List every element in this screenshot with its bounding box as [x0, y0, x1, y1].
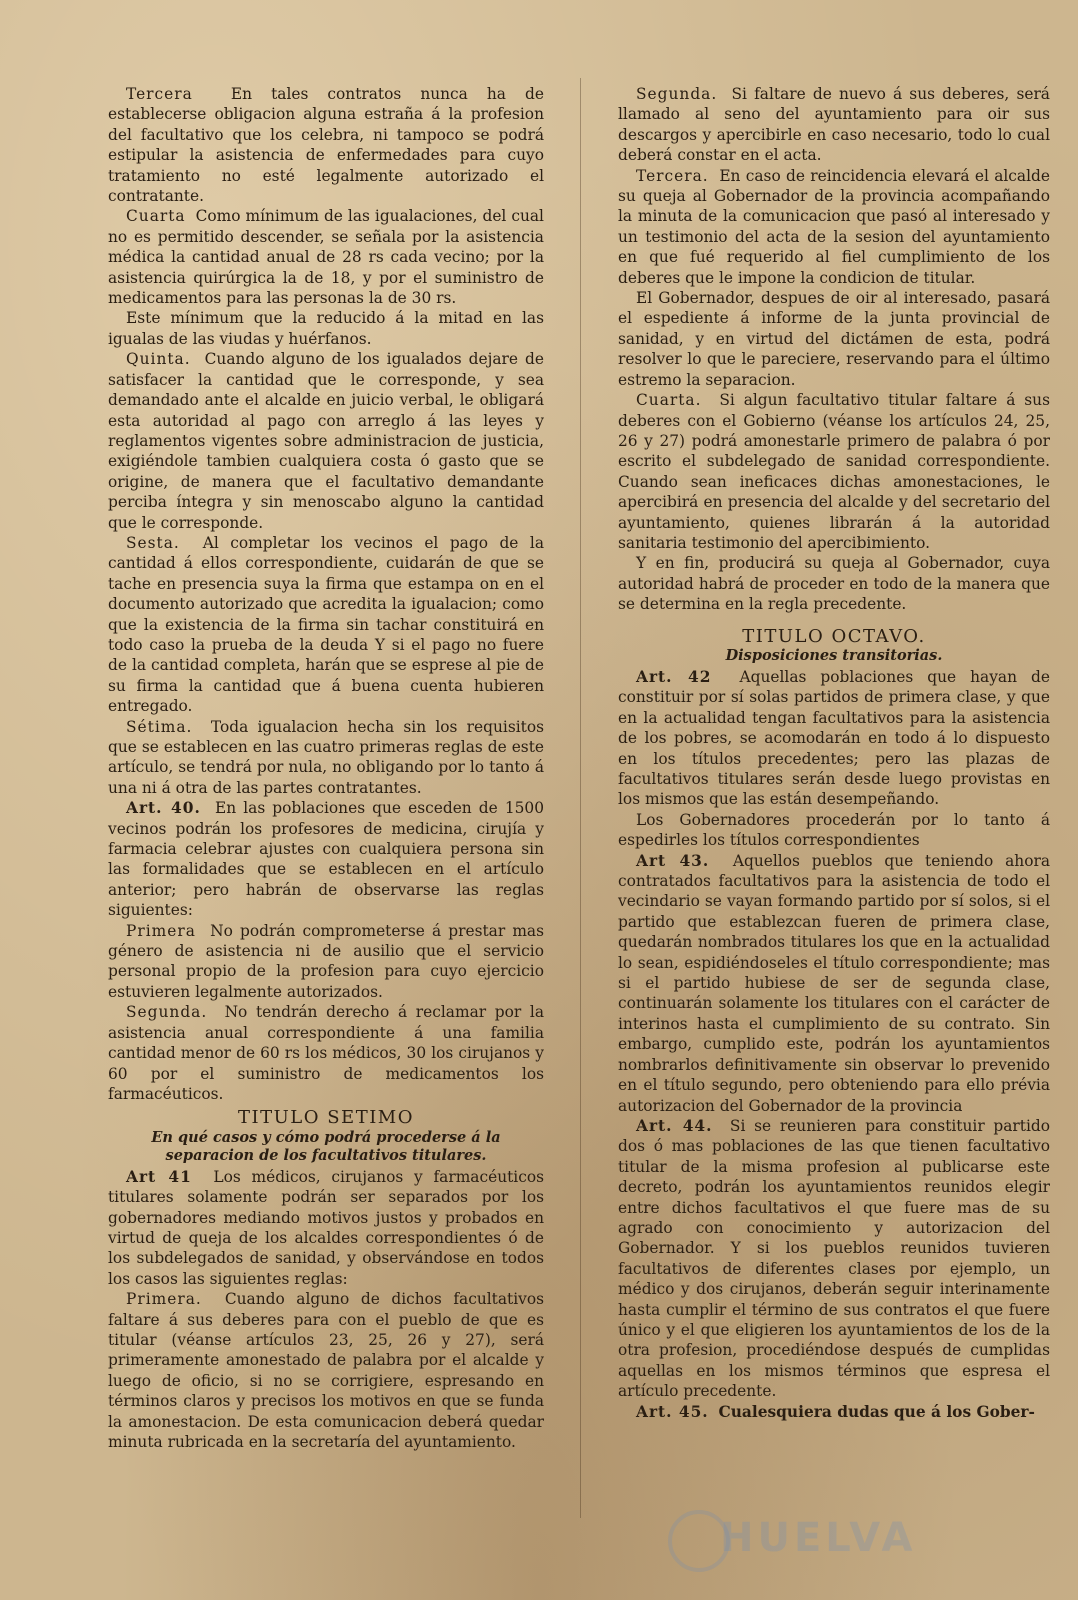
article-number: Art. 45.: [636, 1402, 709, 1421]
article-number: Art 43.: [636, 851, 710, 870]
paragraph-text: Los Gobernadores procederán por lo tanto á espedirles los títulos correspondientes: [618, 810, 1050, 850]
paragraph-lead: Segunda.: [636, 85, 718, 103]
paragraph: [108, 1289, 544, 1452]
paragraph: [618, 810, 1050, 851]
paragraph-lead: Segunda.: [126, 1003, 208, 1022]
left-column: [108, 84, 544, 1452]
article-number: Art. 42: [636, 667, 712, 686]
paragraph-text: Los médicos, cirujanos y farmacéuticos titulares solamente podrán ser separados por los gobernadores mediando motivos justos y probados en virtud de queja de los alcaldes correspondientes ó de los subdelegados de sanidad, y observándose en todos los casos las siguientes reglas:: [108, 1167, 544, 1288]
left-paragraphs-2: [108, 1167, 544, 1453]
paragraph-text: Como mínimum de las igualaciones, del cual no es permitido descender, se señala por la asistencia médica la cantidad anual de 28 rs cada vecino; por la asistencia quirúrgica la de 18, y por el suministro de medicamentos para las personas la de 30 rs.: [108, 207, 544, 308]
paragraph-text: No tendrán derecho á reclamar por la asistencia anual correspondiente á una familia cantidad menor de 60 rs los médicos, 30 los cirujanos y 60 por el suministro de medicamentos los farmacéuticos.: [108, 1003, 544, 1103]
paragraph: [618, 1402, 1050, 1422]
article-number: Art. 40.: [126, 799, 201, 818]
column-divider: [580, 78, 581, 1518]
paragraph-text: Cuando alguno de los igualados dejare de satisfacer la cantidad que le corresponde, y sea demandado ante el alcalde en juicio verbal, le obligará esta autoridad al pago con arreglo á las leyes y reglamentos vigentes sobre administracion de justicia, exigiéndole tambien cualquiera costa ó gasto que se origine, de manera que el facultativo demandante perciba íntegra y sin menoscabo alguno la cantidad que le corresponde.: [108, 350, 544, 532]
paragraph-lead: Cuarta.: [636, 391, 702, 410]
paragraph: [108, 349, 544, 533]
paragraph: [618, 851, 1050, 1116]
paragraph-text: Aquellas poblaciones que hayan de constituir por sí solas partidos de primera clase, y que en la actualidad tengan facultativos para la asistencia de los pobres, se acomodarán en todo á lo dispuesto en los títulos precedentes; pero las plazas de facultativos titulares serán desde luego provistas en los mismos que las están desempeñando.: [618, 667, 1050, 809]
paragraph: [108, 533, 544, 717]
paragraph: [108, 308, 544, 349]
right-paragraphs: [618, 84, 1050, 615]
paragraph-lead: Sesta.: [126, 533, 180, 552]
section-title: TITULO SETIMO: [238, 1107, 414, 1129]
paragraph-text: En tales contratos nunca ha de establecerse obligacion alguna estraña á la profesion del facultativo que los celebra, ni tampoco se podrá estipular la asistencia de enfermedades para cuyo tratamiento no esté legalmente autorizado el contratante.: [108, 85, 544, 206]
paragraph: [108, 717, 544, 799]
paragraph-text: Y en fin, producirá su queja al Gobernador, cuya autoridad habrá de proceder en todo de la manera que se determina en la regla precedente.: [618, 554, 1050, 614]
paragraph-text: Toda igualacion hecha sin los requisitos que se establecen en las cuatro primeras reglas de este artículo, se tendrá por nula, no obligando por lo tanto á una ni á otra de las partes contratantes.: [108, 717, 544, 797]
paragraph-lead: Primera: [126, 921, 196, 940]
paragraph: [108, 206, 544, 308]
paragraph-lead: Tercera: [126, 85, 193, 103]
paragraph: [108, 1167, 544, 1289]
article-number: Art. 44.: [636, 1116, 713, 1135]
paragraph: [108, 84, 544, 206]
left-paragraphs: [108, 84, 544, 1104]
paragraph-text: Al completar los vecinos el pago de la cantidad á ellos correspondiente, cuidarán de que se tache en presencia suya la firma que estampa on en el documento autorizado que acredita la igualacion; como que la existencia de la firma sin tachar constituirá en todo caso la prueba de la deuda Y si el pago no fuere de la cantidad completa, harán que se esprese al pie de su firma la cantidad que á buena cuenta hubieren entregado.: [108, 533, 544, 716]
right-column: [618, 84, 1050, 1422]
paragraph-text: Si algun facultativo titular faltare á sus deberes con el Gobierno (véanse los artículos 24, 25, 26 y 27) podrá amonestarle primero de palabra ó por escrito el subdelegado de sanidad correspondiente. Cuando sean ineficaces dichas amonestaciones, le apercibirá en presencia del alcalde y del secretario del ayuntamiento, quienes librarán á la autoridad sanitaria testimonio del apercibimiento.: [618, 391, 1050, 552]
article-number: Art 41: [126, 1167, 192, 1186]
paragraph: [618, 667, 1050, 810]
paragraph-text: En caso de reincidencia elevará el alcalde su queja al Gobernador de la provincia acompañando la minuta de la comunicacion que pasó al interesado y un testimonio del acta de la sesion del ayuntamiento en que fué requerido al fiel cumplimiento de los deberes que le impone la condicion de titular.: [618, 166, 1050, 287]
paragraph-lead: Primera.: [126, 1290, 202, 1309]
section-title: TITULO OCTAVO.: [742, 625, 926, 647]
paragraph-text: Este mínimum que la reducido á la mitad en las igualas de las viudas y huérfanos.: [108, 309, 544, 348]
paragraph: [618, 553, 1050, 614]
paragraph: [108, 921, 544, 1003]
paragraph-text: Cuando alguno de dichos facultativos faltare á sus deberes para con el pueblo de que es titular (véanse artículos 23, 25, 26 y 27), será primeramente amonestado de palabra por el alcalde y luego de oficio, si no se corrigiere, espresando en términos claros y precisos los motivos en que se funda la amonestacion. De esta comunicacion deberá quedar minuta rubricada en la secretaría del ayuntamiento.: [108, 1290, 544, 1451]
paragraph: [618, 84, 1050, 166]
paragraph-text: Aquellos pueblos que teniendo ahora contratados facultativos para la asistencia de todo el vecindario se vayan formando partido por sí solos, si el partido que establezcan fueren de primera clase, quedarán nombrados titulares los que en la actualidad lo sean, espidiéndoseles el título correspondiente; mas si el partido hubiese de ser de segunda clase, continuarán solamente los titulares con el carácter de interinos hasta el cumplimiento de su contrato. Sin embargo, cumplido este, podrán los ayuntamientos nombrarlos definitivamente sin observar lo prevenido en el título segundo, pero obteniendo para ello prévia autorizacion del Gobernador de la provincia: [618, 851, 1051, 1115]
paragraph-lead: Tercera.: [636, 166, 709, 185]
section-subtitle: Disposiciones transitorias.: [725, 646, 943, 664]
library-watermark: HUELVA: [720, 1515, 917, 1561]
paragraph-text: Si faltare de nuevo á sus deberes, será llamado al seno del ayuntamiento para oir sus descargos y apercibirle en caso necesario, todo lo cual deberá constar en el acta.: [618, 85, 1050, 165]
paragraph-lead: Quinta.: [126, 350, 191, 369]
paragraph-text: Cualesquiera dudas que á los Gober-: [718, 1402, 1035, 1421]
paragraph: [618, 288, 1050, 390]
paragraph: [618, 1116, 1050, 1402]
right-paragraphs-2: [618, 667, 1050, 1422]
paragraph: [108, 798, 544, 920]
paragraph-text: En las poblaciones que esceden de 1500 vecinos podrán los profesores de medicina, cirujía y farmacia celebrar ajustes con cualquiera persona sin las formalidades que se establecen en el artículo anterior; pero habrán de observarse las reglas siguientes:: [108, 799, 544, 920]
paragraph-text: El Gobernador, despues de oir al interesado, pasará el espediente á informe de la junta provincial de sanidad, y en virtud del dictámen de esta, podrá resolver lo que le pareciere, reservando para el último estremo la separacion.: [618, 289, 1050, 389]
paragraph-lead: Cuarta: [126, 207, 186, 226]
paragraph: [108, 1002, 544, 1104]
paragraph-lead: Sétima.: [126, 717, 193, 736]
paragraph-text: No podrán comprometerse á prestar mas género de asistencia ni de ausilio que el servicio personal propio de la profesion para cuyo ejercicio estuvieren legalmente autorizados.: [108, 921, 544, 1001]
section-subtitle: En qué casos y cómo podrá procederse á la separacion de los facultativos titulares.: [151, 1128, 501, 1164]
paragraph: [618, 166, 1050, 288]
paragraph: [618, 390, 1050, 553]
paragraph-text: Si se reunieren para constituir partido dos ó mas poblaciones de las que tienen facultativo titular de la misma profesion al publicarse este decreto, podrán los ayuntamientos reunidos elegir entre dichos facultativos el que fuere mas de su agrado con conocimiento y autorizacion del Gobernador. Y si los pueblos reunidos tuvieren facultativos de diferentes clases por ejemplo, un médico y dos cirujanos, deberán seguir interinamente hasta cumplir el término de sus contratos el que fuere único y el que eligieren los ayuntamientos de los de la otra profesion, procediéndose después de cumplidas aquellas en los mismos términos que espresa el artículo precedente.: [618, 1116, 1051, 1401]
